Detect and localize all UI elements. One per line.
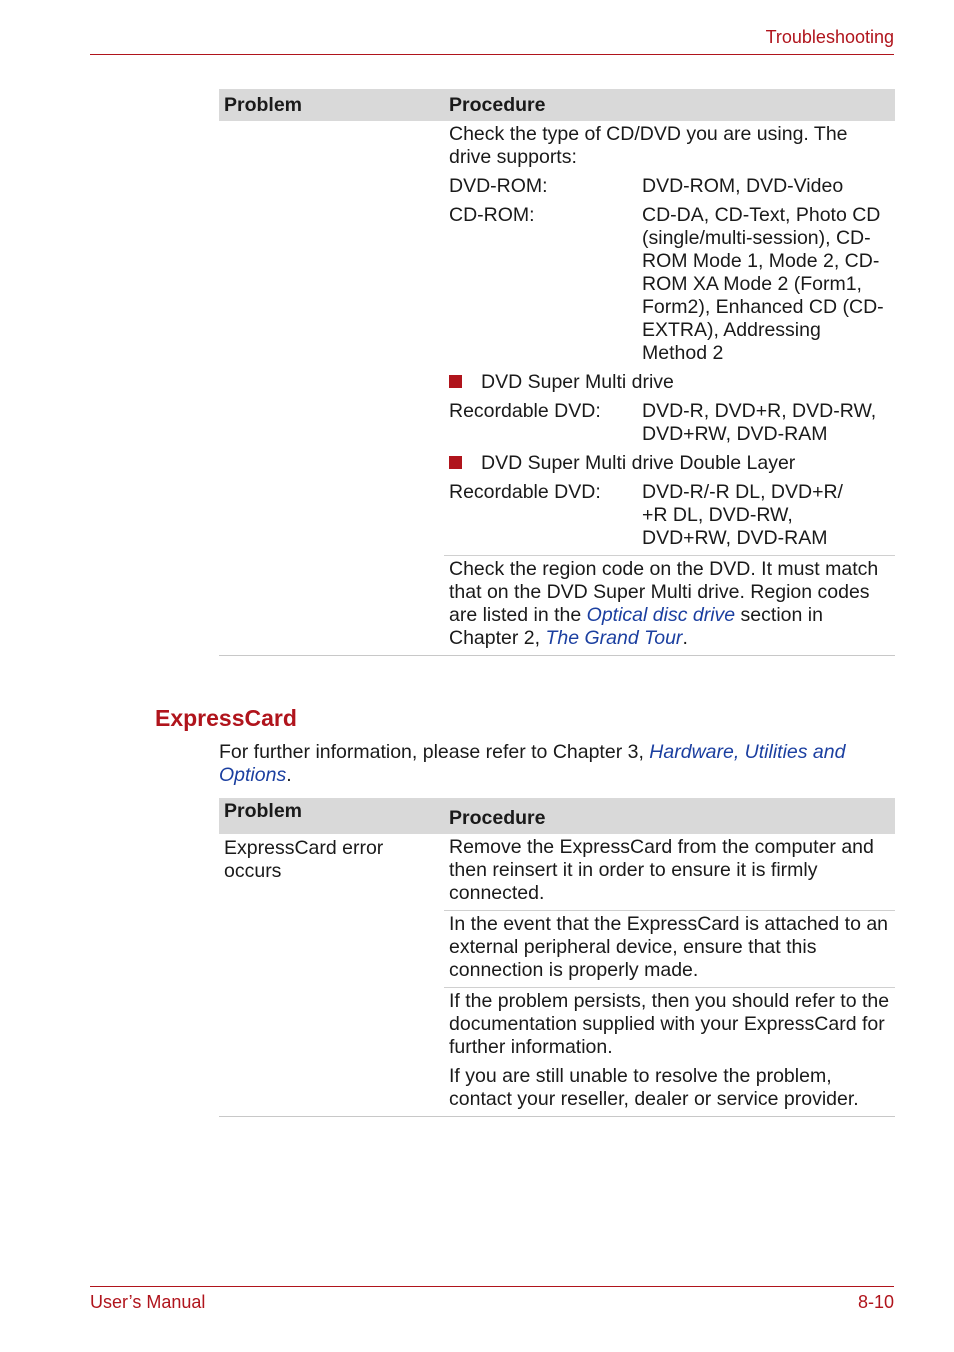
column-header-procedure: Procedure xyxy=(444,89,895,121)
bullet-item xyxy=(449,452,890,475)
region-text-part: Check the region code on the DVD. It must match that on the DVD Super Multi drive. Region codes are listed in the xyxy=(449,558,879,626)
procedure-cell xyxy=(444,121,895,656)
footer-rule xyxy=(90,1286,894,1287)
link-grand-tour[interactable]: The Grand Tour xyxy=(545,627,683,649)
table-header-row xyxy=(219,798,895,834)
step-text: If the problem persists, then you should refer to the documentation supplied with your ExpressCard for further information. xyxy=(449,990,890,1058)
support-value: CD-DA, CD-Text, Photo CD (single/multi-session), CD-ROM Mode 1, Mode 2, CD-ROM XA Mode 2 (Form1, Form2), Enhanced CD (CD-EXTRA), Addressing Method 2 xyxy=(642,204,884,364)
link-hardware-utilities-options[interactable]: Hardware, Utilities and Options xyxy=(219,741,846,786)
support-value: DVD-R/-R DL, DVD+R/ +R DL, DVD-RW, DVD+RW, DVD-RAM xyxy=(642,481,843,549)
support-value: DVD-ROM, DVD-Video xyxy=(642,175,844,197)
step-text: If you are still unable to resolve the problem, contact your reseller, dealer or service provider. xyxy=(449,1065,859,1110)
region-text-part: . xyxy=(682,627,688,649)
procedure-step-2 xyxy=(444,910,895,987)
problem-cell xyxy=(219,121,444,656)
intro-text: For further information, please refer to Chapter 3, xyxy=(219,741,650,763)
troubleshooting-table-optical xyxy=(219,89,895,656)
step-text: Remove the ExpressCard from the computer and then reinsert it in order to ensure it is firmly connected. xyxy=(449,836,874,904)
step-text: In the event that the ExpressCard is attached to an external peripheral device, ensure that this connection is properly made. xyxy=(449,913,889,981)
check-type-text: Check the type of CD/DVD you are using. The drive supports: xyxy=(449,123,848,168)
footer-manual-title: User’s Manual xyxy=(90,1292,206,1312)
support-row-recordable xyxy=(449,400,890,446)
table-header-row xyxy=(219,89,895,121)
section-intro xyxy=(219,741,895,787)
support-row-recordable-dl xyxy=(449,481,890,550)
region-text-part: section in Chapter 2, xyxy=(449,604,823,649)
region-code-text xyxy=(449,558,890,650)
procedure-step-3 xyxy=(444,987,895,1116)
bullet-item xyxy=(449,371,890,394)
procedure-block-region xyxy=(444,555,895,655)
support-key: Recordable DVD: xyxy=(449,400,601,422)
page-number: 8-10 xyxy=(857,1292,894,1312)
header-rule xyxy=(90,54,894,55)
bullet-text: DVD Super Multi drive Double Layer xyxy=(481,452,796,474)
problem-cell: ExpressCard error occurs xyxy=(219,834,444,1117)
table-row xyxy=(219,834,895,1117)
column-header-problem: Problem xyxy=(219,798,444,834)
link-optical-disc-drive[interactable]: Optical disc drive xyxy=(586,604,736,626)
bullet-text: DVD Super Multi drive xyxy=(481,371,674,393)
procedure-block-media xyxy=(444,121,895,555)
support-row-cd-rom xyxy=(449,204,890,365)
support-key: DVD-ROM: xyxy=(449,175,548,197)
support-value: DVD-R, DVD+R, DVD-RW, DVD+RW, DVD-RAM xyxy=(642,400,877,445)
section-title-expresscard: ExpressCard xyxy=(155,705,297,731)
procedure-step-1 xyxy=(444,834,895,910)
square-bullet-icon xyxy=(449,375,462,388)
running-header: Troubleshooting xyxy=(765,27,894,47)
square-bullet-icon xyxy=(449,456,462,469)
support-key: CD-ROM: xyxy=(449,204,535,226)
intro-end: . xyxy=(286,764,292,786)
table-row xyxy=(219,121,895,656)
troubleshooting-table-expresscard xyxy=(219,798,895,1117)
column-header-procedure: Procedure xyxy=(444,798,895,834)
support-row-dvd-rom xyxy=(449,175,890,198)
column-header-problem: Problem xyxy=(219,89,444,121)
procedure-cell xyxy=(444,834,895,1117)
support-key: Recordable DVD: xyxy=(449,481,601,503)
